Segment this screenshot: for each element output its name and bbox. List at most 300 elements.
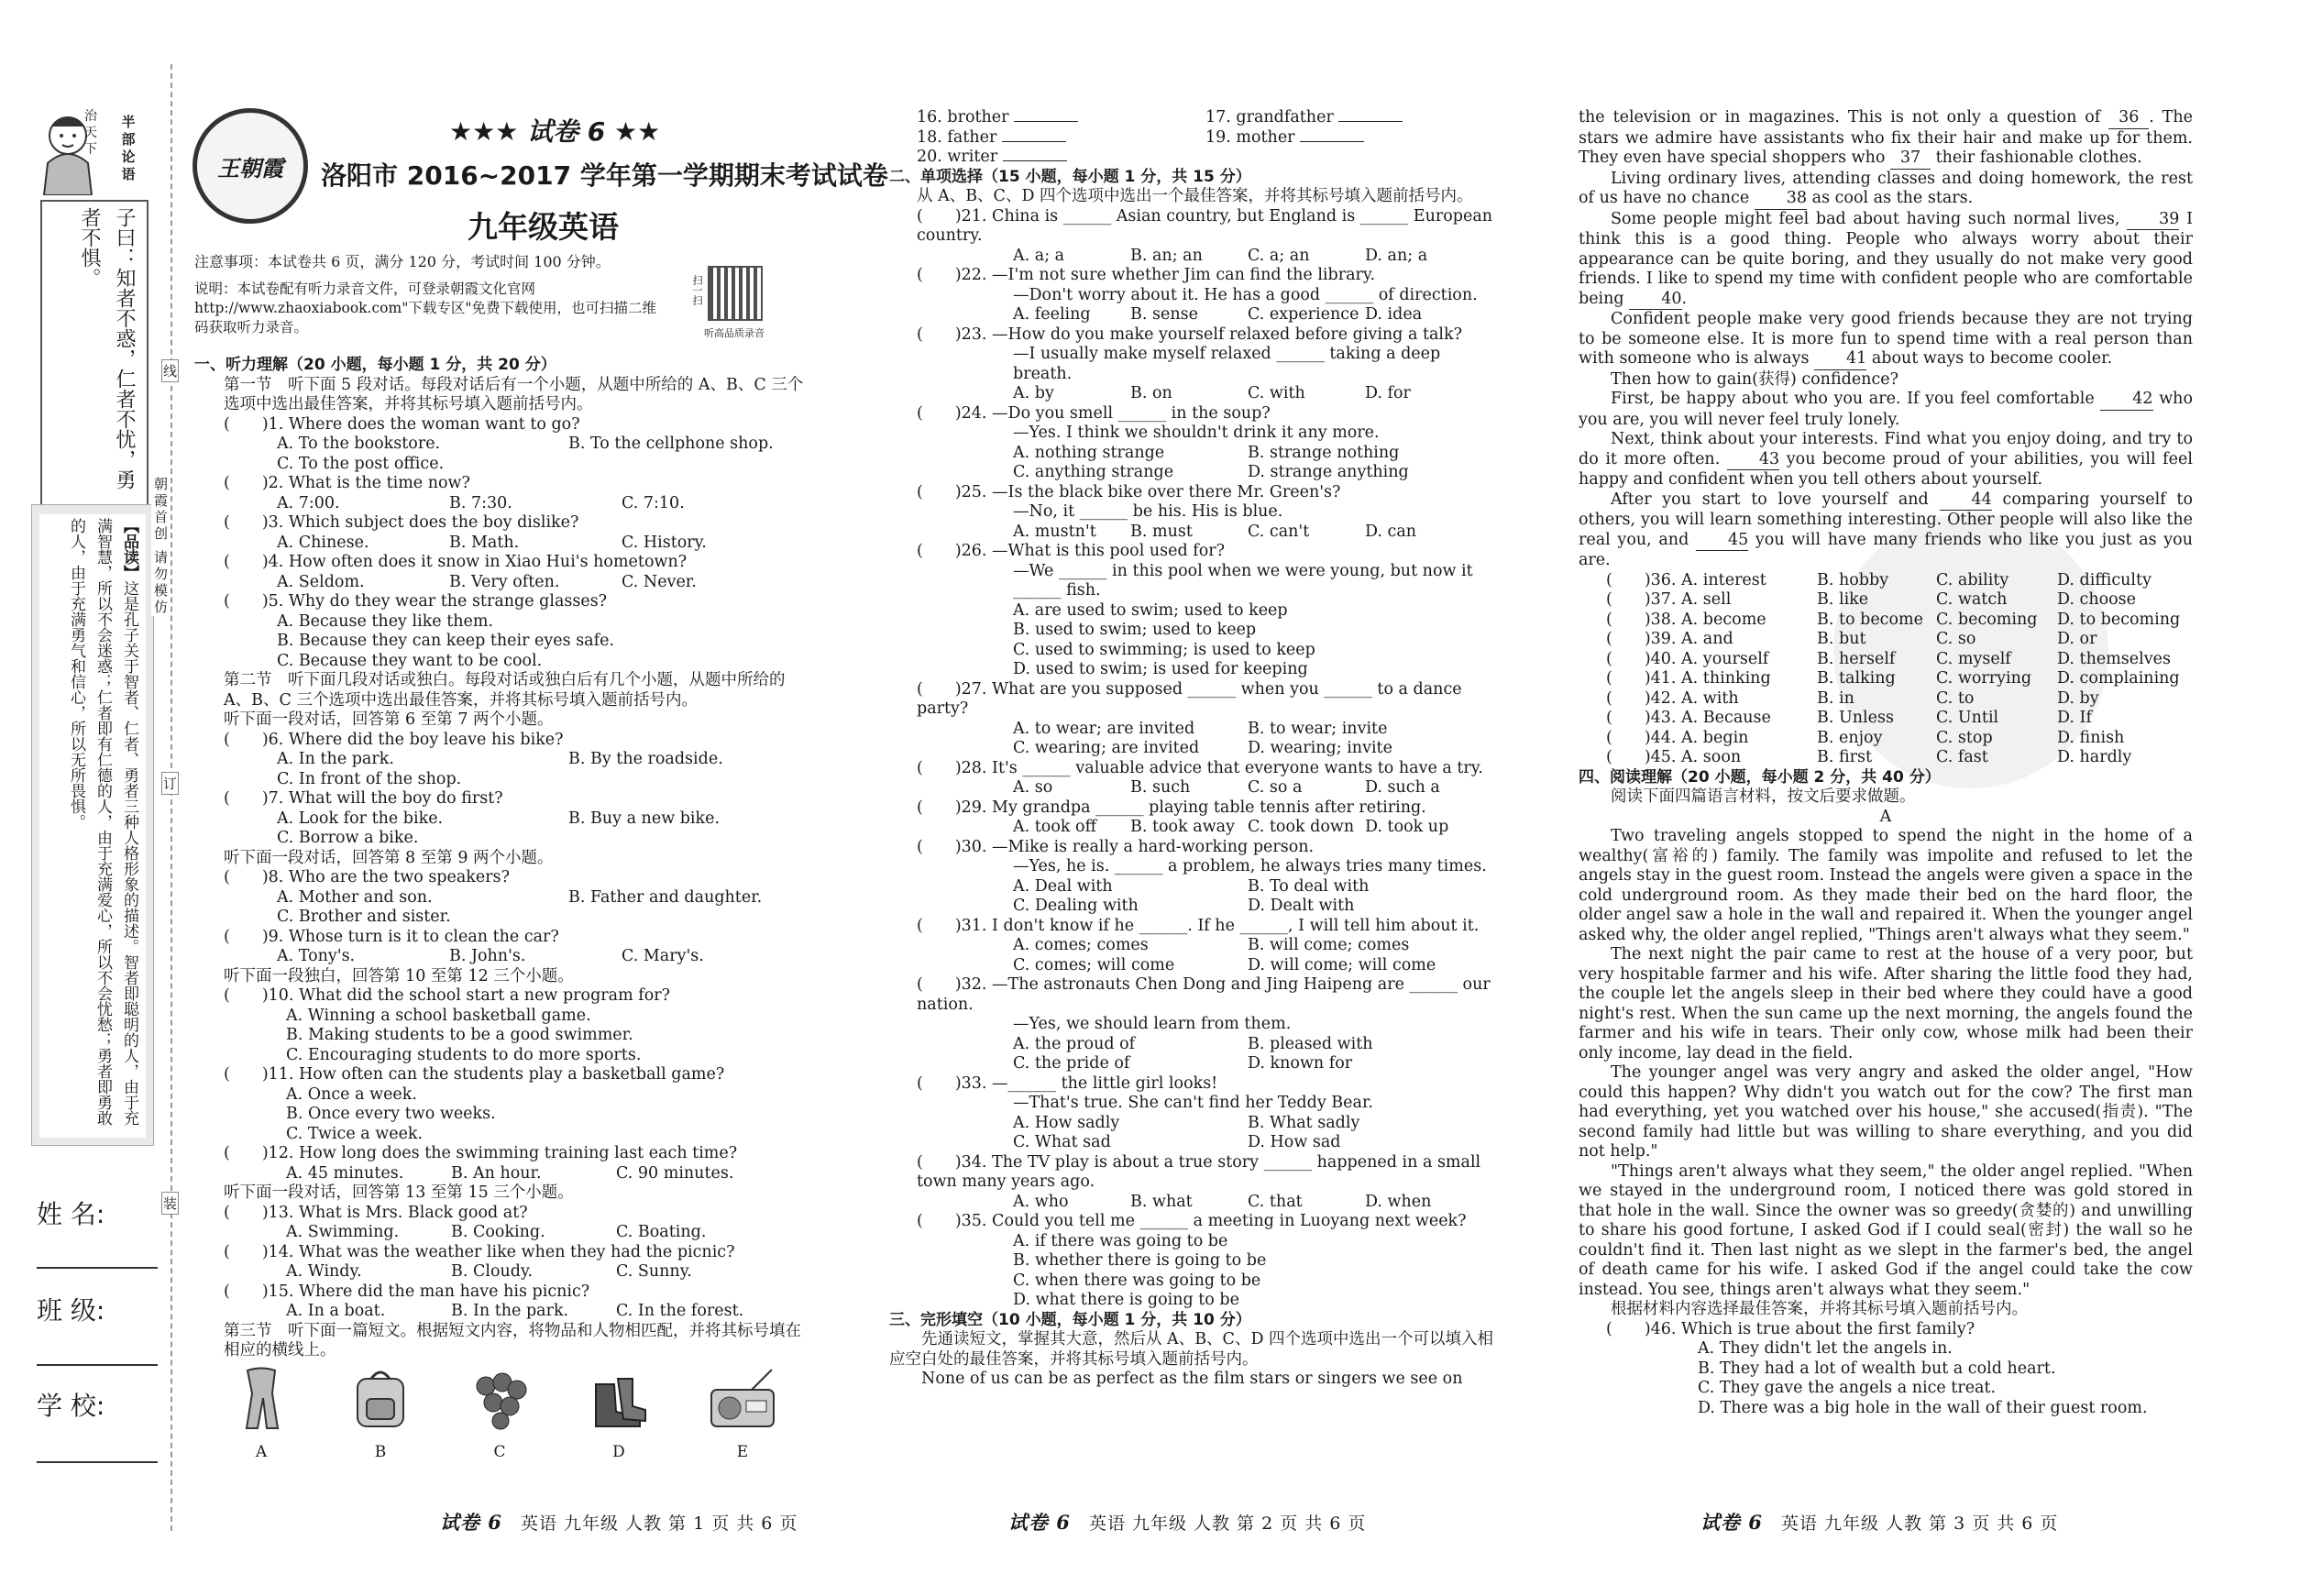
option[interactable]: A. Look for the bike. <box>277 809 444 828</box>
option[interactable]: B. what <box>1130 1192 1193 1211</box>
scarf-icon <box>234 1366 289 1430</box>
cloze-blank[interactable]: 43 <box>1727 450 1779 471</box>
answer-blank[interactable] <box>1338 121 1403 122</box>
label-char: 下 <box>84 142 97 157</box>
option[interactable]: B. but <box>1817 630 1866 648</box>
cloze-blank[interactable]: 39 <box>2127 210 2179 231</box>
option[interactable]: B. They had a lot of wealth but a cold heart. <box>1698 1359 2056 1378</box>
option[interactable]: ( )40. A. yourself <box>1606 649 1769 668</box>
option[interactable]: B. Very often. <box>449 572 560 591</box>
answer-blank[interactable] <box>1002 141 1066 142</box>
option[interactable]: C. 7:10. <box>622 493 685 512</box>
question[interactable]: ( )33. —______ the little girl looks! <box>917 1073 1218 1093</box>
option[interactable]: ( )45. A. soon <box>1606 748 1742 766</box>
question[interactable]: ( )13. What is Mrs. Black good at? <box>224 1203 528 1222</box>
options-row <box>194 435 809 455</box>
question[interactable]: ( )29. My grandpa ______ playing table tennis after retiring. <box>917 798 1426 817</box>
cloze-options-row <box>1579 709 2193 729</box>
passage-span: Confident people make very good friends because they are not trying to be someone else. It is more fun to spend time with a real person than with someone who is always <box>1579 310 2193 368</box>
option[interactable]: D. for <box>1365 384 1411 402</box>
options-row <box>917 384 1503 404</box>
cloze-blank[interactable]: 44 <box>1940 490 1992 512</box>
option[interactable]: C. They gave the angels a nice treat. <box>1698 1379 1997 1397</box>
option[interactable]: C. can't <box>1248 522 1310 541</box>
options-row <box>194 534 809 554</box>
option[interactable]: C. 90 minutes. <box>616 1163 734 1183</box>
option[interactable]: C. to <box>1936 688 1975 708</box>
passage-text: The next night the pair came to rest at the house of a very poor, but very hospitable farmer and his wife. After sharing the little food they had, the couple let the angels sleep in their bed where they could have a good night's rest. When the sun came up the next morning, the angels found the farmer and his wife in tears. Their only cow, whose milk had been their only income, lay dead in the field. <box>1579 945 2193 1062</box>
paper-number-text: 试卷 6 <box>527 116 606 147</box>
option[interactable]: B. Making students to be a good swimmer. <box>286 1026 633 1044</box>
option[interactable]: D. such a <box>1365 778 1440 797</box>
option[interactable]: ( )41. A. thinking <box>1606 669 1771 688</box>
options-row <box>917 1133 1503 1153</box>
option[interactable]: C. In the forest. <box>616 1302 744 1320</box>
option[interactable]: C. worrying <box>1936 669 2032 688</box>
option[interactable]: C. Encouraging students to do more sports. <box>286 1045 642 1064</box>
option[interactable]: B. herself <box>1817 649 1896 668</box>
backpack-icon <box>348 1366 413 1430</box>
option[interactable]: C. experience <box>1248 305 1359 324</box>
option[interactable]: C. ability <box>1936 570 2009 589</box>
option[interactable]: A. 7:00. <box>277 493 340 512</box>
options-row <box>917 877 1503 897</box>
option[interactable]: D. used to swim; is used for keeping <box>1013 660 1308 678</box>
option[interactable]: C. Mary's. <box>622 947 704 965</box>
question[interactable]: ( )24. —Do you smell ______ in the soup? <box>917 403 1271 423</box>
options-row <box>194 947 809 967</box>
option[interactable]: D. or <box>2057 630 2097 648</box>
option[interactable]: D. when <box>1365 1192 1432 1211</box>
name-field-line[interactable] <box>37 1267 158 1269</box>
passage-text <box>1579 490 2193 571</box>
instruction-text: 听下面一段对话，回答第 6 至第 7 两个小题。 <box>224 710 554 729</box>
option[interactable]: C. the pride of <box>1013 1054 1130 1073</box>
section-heading: 一、听力理解（20 小题，每小题 1 分，共 20 分） <box>194 356 556 374</box>
option[interactable]: A. Deal with <box>1013 876 1113 896</box>
option[interactable]: D. idea <box>1365 305 1423 324</box>
copyright-vertical: 朝霞首创 请勿模仿 <box>152 477 169 616</box>
section-heading: 二、单项选择（15 小题，每小题 1 分，共 15 分） <box>889 167 1251 186</box>
option[interactable]: A. In a boat. <box>286 1302 386 1320</box>
label-char: 部 <box>121 131 136 148</box>
option[interactable]: B. must <box>1130 522 1193 541</box>
option[interactable]: C. becoming <box>1936 610 2038 629</box>
option[interactable]: D. If <box>2057 709 2092 727</box>
option[interactable]: A. Mother and son. <box>277 887 433 907</box>
picture-scarf <box>234 1366 289 1461</box>
option[interactable]: D. hardly <box>2057 748 2132 766</box>
option[interactable]: ( )38. A. become <box>1606 610 1766 629</box>
option[interactable]: D. complaining <box>2057 669 2180 688</box>
passage-span: comparing yourself to others, you will learn something interesting. Other people will also like the real you, and <box>1579 490 2194 549</box>
qr-caption: 听高品质录音 <box>704 327 765 339</box>
option[interactable]: C. What sad <box>1013 1133 1111 1151</box>
option[interactable]: B. strange nothing <box>1248 443 1400 462</box>
option[interactable]: A. Windy. <box>286 1262 362 1281</box>
options-row <box>194 1302 809 1322</box>
option[interactable]: A. Because they like them. <box>277 611 494 631</box>
option[interactable]: D. known for <box>1248 1054 1353 1073</box>
page-3-column <box>1579 108 2193 1418</box>
option[interactable]: D. can <box>1365 522 1417 541</box>
options-row <box>917 1035 1503 1055</box>
option[interactable]: A. are used to swim; used to keep <box>1013 600 1288 620</box>
option[interactable]: C. myself <box>1936 649 2011 668</box>
option[interactable]: A. To the bookstore. <box>277 435 441 453</box>
option[interactable]: C. Brother and sister. <box>277 908 451 926</box>
question[interactable]: ( )3. Which subject does the boy dislike? <box>224 513 579 532</box>
cloze-options-row <box>1579 611 2193 631</box>
option[interactable]: B. hobby <box>1817 570 1889 589</box>
match-item: 18. father <box>917 127 997 147</box>
name-field-label: 姓 名: <box>37 1199 105 1229</box>
option[interactable]: B. enjoy <box>1817 728 1883 747</box>
option[interactable]: D. by <box>2057 688 2099 708</box>
option[interactable]: A. if there was going to be <box>1013 1231 1228 1250</box>
passage-span: as cool as the stars. <box>1811 189 1974 207</box>
option[interactable]: A. nothing strange <box>1013 443 1165 462</box>
option[interactable]: D. strange anything <box>1248 463 1409 481</box>
option[interactable]: D. will come; will come <box>1248 955 1436 974</box>
question[interactable]: ( )26. —What is this pool used for? <box>917 542 1225 560</box>
boots-icon <box>587 1366 651 1430</box>
question[interactable]: ( )6. Where did the boy leave his bike? <box>224 730 564 749</box>
question[interactable]: ( )35. Could you tell me ______ a meeting in Luoyang next week? <box>917 1212 1467 1230</box>
options-row <box>917 1054 1503 1074</box>
option[interactable]: B. to wear; invite <box>1248 719 1388 738</box>
exam-instruction: 说明：本试卷配有听力录音文件，可登录朝霞文化官网 http://www.zhaoxiabook.com"下载专区"免费下载使用，也可扫描二维码获取听力录音。 <box>194 281 656 336</box>
option[interactable]: A. 45 minutes. <box>286 1163 404 1183</box>
class-field-line[interactable] <box>37 1364 158 1366</box>
option[interactable]: D. wearing; invite <box>1248 739 1392 757</box>
label-char: 语 <box>121 166 136 182</box>
option[interactable]: D. what there is going to be <box>1013 1291 1239 1309</box>
option[interactable]: C. Borrow a bike. <box>277 829 419 847</box>
option[interactable]: C. with <box>1248 384 1305 402</box>
options-row <box>194 573 809 593</box>
qr-code-icon[interactable] <box>708 266 763 321</box>
option[interactable]: A. mustn't <box>1013 522 1096 541</box>
options-row <box>194 494 809 514</box>
option[interactable]: C. fast <box>1936 748 1988 766</box>
matching-row <box>917 148 1503 168</box>
option[interactable]: C. that <box>1248 1192 1303 1211</box>
option[interactable]: A. Chinese. <box>277 533 369 552</box>
question[interactable]: ( )2. What is the time now? <box>224 474 470 492</box>
question-line: —Yes, we should learn from them. <box>1013 1015 1292 1033</box>
cloze-blank[interactable]: 37 <box>1890 149 1931 170</box>
picture-grapes <box>468 1366 532 1461</box>
option[interactable]: C. so a <box>1248 778 1303 797</box>
pindu-title: 【品读】 <box>120 518 138 580</box>
passage-text: Some people might feel bad about having such normal lives, 39 I think this is a good thing. People who always worry about their appearance can be quite boring, and they usually do not make very good friends. I like to spend my time with confident people who are comfortable being 40. <box>1579 210 2193 311</box>
page-2-column <box>889 108 1503 1390</box>
option[interactable]: A. who <box>1013 1192 1069 1211</box>
page-2-footer <box>1008 1508 1366 1535</box>
label-char: 天 <box>84 126 97 140</box>
passage-text: "Things aren't always what they seem," the older angel replied. "When we stayed in the underground room, I noticed there was gold stored in that hole in the wall. Since the owner was so greedy(贪婪的) and unwilling to share his good fortune, I asked God if I could seal(密封) the wall so he couldn't find it. Then last night as we slept in the farmer's bed, the angel of death came for his wife. I asked God if the angel could take the cow instead. You see, things aren't always what they seem." <box>1579 1161 2193 1299</box>
passage-span: their fashionable clothes. <box>1935 149 2142 167</box>
option[interactable]: B. Cooking. <box>451 1223 545 1241</box>
passage-text <box>1579 390 2193 430</box>
option[interactable]: ( )37. A. sell <box>1606 590 1732 609</box>
question[interactable]: ( )5. Why do they wear the strange glasses? <box>224 592 608 611</box>
option[interactable]: B. In the park. <box>451 1302 569 1320</box>
passage-span: you will have many friends who like you just as you are. <box>1579 530 2193 569</box>
question[interactable]: ( )8. Who are the two speakers? <box>224 868 510 886</box>
footer-paper: 试卷 6 <box>1700 1511 1763 1534</box>
footer-text: 英语 九年级 人教 第 2 页 共 6 页 <box>1088 1513 1367 1534</box>
options-row <box>917 247 1503 267</box>
option[interactable]: B. An hour. <box>451 1163 542 1183</box>
match-item: 17. grandfather <box>1205 108 1334 127</box>
question[interactable]: ( )9. Whose turn is it to clean the car? <box>224 927 559 946</box>
option[interactable]: B. pleased with <box>1248 1034 1373 1053</box>
option[interactable]: B. John's. <box>449 947 526 965</box>
instruction-text: 听下面一段独白，回答第 10 至第 12 三个小题。 <box>224 966 574 985</box>
option[interactable]: A. Once a week. <box>286 1084 417 1104</box>
option[interactable]: B. first <box>1817 748 1873 766</box>
question[interactable]: ( )32. —The astronauts Chen Dong and Jing Haipeng are ______ our nation. <box>917 975 1491 1014</box>
option[interactable]: C. To the post office. <box>277 454 445 473</box>
instruction-text: 从 A、B、C、D 四个选项中选出一个最佳答案，并将其标号填入题前括号内。 <box>917 187 1473 205</box>
option[interactable]: D. an; a <box>1365 246 1428 265</box>
passage-text <box>1579 170 2193 210</box>
option[interactable]: A. How sadly <box>1013 1113 1120 1132</box>
school-field-line[interactable] <box>37 1461 158 1463</box>
passage-text: Then how to gain(获得) confidence? <box>1611 369 1898 389</box>
options-row <box>194 1262 809 1282</box>
instruction-text: 第一节 听下面 5 段对话。每段对话后有一个小题，从题中所给的 A、B、C 三个选项中选出最佳答案，并将其标号填入题前括号内。 <box>224 375 804 413</box>
option[interactable]: ( )43. A. Because <box>1606 709 1771 727</box>
option[interactable]: C. Dealing with <box>1013 897 1139 915</box>
option[interactable]: A. took off <box>1013 818 1097 836</box>
passage-span: who you are, you will never feel truly lonely. <box>1579 390 2193 429</box>
option[interactable]: B. To deal with <box>1248 876 1370 896</box>
option[interactable]: D. themselves <box>2057 649 2171 668</box>
option[interactable]: B. such <box>1130 778 1191 797</box>
option[interactable]: B. Unless <box>1817 709 1894 727</box>
matching-row <box>917 128 1503 149</box>
option[interactable]: C. anything strange <box>1013 463 1174 481</box>
section-heading: 四、阅读理解（20 小题，每小题 2 分，共 40 分） <box>1579 767 1941 787</box>
question[interactable]: ( )11. How often can the students play a basketball game? <box>224 1065 725 1084</box>
page-1-column <box>194 356 809 1361</box>
question[interactable]: ( )10. What did the school start a new program for? <box>224 986 671 1005</box>
cloze-options-row <box>1579 729 2193 749</box>
option[interactable]: B. whether there is going to be <box>1013 1251 1267 1270</box>
option[interactable]: C. Never. <box>622 572 697 591</box>
option[interactable]: A. to wear; are invited <box>1013 719 1195 738</box>
option[interactable]: ( )44. A. begin <box>1606 728 1749 747</box>
option[interactable]: ( )39. A. and <box>1606 630 1733 648</box>
option[interactable]: D. There was a big hole in the wall of their guest room. <box>1698 1398 2148 1417</box>
option[interactable]: D. to becoming <box>2057 610 2181 629</box>
option[interactable]: D. difficulty <box>2057 570 2151 589</box>
question-line: —We ______ in this pool when we were young, but now it ______ fish. <box>1013 561 1473 600</box>
exam-subject: 九年级英语 <box>468 209 619 245</box>
option[interactable]: C. Boating. <box>616 1223 707 1241</box>
cloze-blank[interactable]: 42 <box>2100 390 2152 411</box>
cloze-blank[interactable]: 45 <box>1696 531 1748 552</box>
question[interactable]: ( )7. What will the boy do first? <box>224 789 503 808</box>
option[interactable]: C. stop <box>1936 728 1993 747</box>
option[interactable]: B. an; an <box>1130 246 1203 265</box>
cloze-blank[interactable]: 38 <box>1755 189 1807 210</box>
option[interactable]: B. like <box>1817 590 1869 609</box>
matching-row <box>917 108 1503 128</box>
option[interactable]: D. How sad <box>1248 1133 1341 1151</box>
option[interactable]: C. so <box>1936 630 1976 648</box>
match-item: 20. writer <box>917 148 998 166</box>
option[interactable]: B. took away <box>1130 818 1235 836</box>
answer-blank[interactable] <box>1003 160 1067 161</box>
question[interactable]: ( )14. What was the weather like when they had the picnic? <box>224 1242 735 1261</box>
question[interactable]: ( )31. I don't know if he ______. If he ______, I will tell him about it. <box>917 916 1480 935</box>
option[interactable]: D. Dealt with <box>1248 897 1355 915</box>
question[interactable]: ( )34. The TV play is about a true story ______ happened in a small town many years ago. <box>917 1152 1481 1191</box>
option[interactable]: C. when there was going to be <box>1013 1271 1261 1290</box>
option[interactable]: C. Because they want to be cool. <box>277 651 543 670</box>
picture-label: E <box>736 1443 749 1461</box>
cloze-options-row <box>1579 689 2193 710</box>
option[interactable]: B. What sadly <box>1248 1113 1360 1132</box>
label-char: 论 <box>121 149 136 165</box>
question[interactable]: ( )1. Where does the woman want to go? <box>224 414 580 434</box>
option[interactable]: A. In the park. <box>277 750 394 768</box>
options-row <box>917 305 1503 325</box>
option[interactable]: B. 7:30. <box>449 493 512 512</box>
option[interactable]: B. used to swim; used to keep <box>1013 621 1257 639</box>
option[interactable]: C. used to swimming; is used to keep <box>1013 640 1315 659</box>
passage-span: the television or in magazines. This is not only a question of <box>1579 108 2101 127</box>
question[interactable]: ( )27. What are you supposed ______ when you ______ to a dance party? <box>917 679 1462 718</box>
option[interactable]: C. wearing; are invited <box>1013 739 1200 757</box>
option[interactable]: C. History. <box>622 533 707 552</box>
passage-span: After you start to love yourself and <box>1611 490 1929 509</box>
options-row <box>917 956 1503 976</box>
option[interactable]: B. Because they can keep their eyes safe. <box>277 632 615 650</box>
question[interactable]: ( )25. —Is the black bike over there Mr. Green's? <box>917 482 1341 501</box>
margin-label-zhuang: 装 <box>161 1192 179 1215</box>
option[interactable]: B. Buy a new bike. <box>568 809 721 828</box>
exam-title: 洛阳市 2016~2017 学年第一学期期末考试试卷 <box>321 160 888 191</box>
option[interactable]: A. so <box>1013 778 1053 797</box>
option[interactable]: C. Twice a week. <box>286 1124 424 1143</box>
options-row <box>917 739 1503 759</box>
question[interactable]: ( )28. It's ______ valuable advice that everyone wants to have a try. <box>917 758 1483 777</box>
option[interactable]: C. watch <box>1936 590 2008 609</box>
instruction-text: 第三节 听下面一篇短文。根据短文内容，将物品和人物相匹配，并将其标号填在相应的横线上。 <box>224 1321 801 1359</box>
option[interactable]: B. in <box>1817 688 1854 708</box>
option[interactable]: B. will come; comes <box>1248 936 1410 954</box>
option[interactable]: B. Math. <box>449 533 520 552</box>
option[interactable]: A. comes; comes <box>1013 936 1149 954</box>
passage-span: I think this is a good thing. People who always worry about their appearance can be quite boring, and they usually do not make very good friends. I like to spend my time with confident people who are comfortable being <box>1579 209 2193 308</box>
option[interactable]: B. By the roadside. <box>568 750 723 768</box>
option[interactable]: A. a; a <box>1013 246 1065 265</box>
option[interactable]: C. Sunny. <box>616 1262 692 1281</box>
option[interactable]: B. on <box>1130 384 1172 402</box>
option[interactable]: D. took up <box>1365 818 1449 836</box>
passage-text <box>1579 430 2193 490</box>
match-item: 16. brother <box>917 108 1009 127</box>
question[interactable]: ( )15. Where did the man have his picnic? <box>224 1282 590 1301</box>
option[interactable]: B. sense <box>1130 305 1198 324</box>
question[interactable]: ( )23. —How do you make yourself relaxed before giving a talk? <box>917 325 1462 344</box>
cloze-blank[interactable]: 41 <box>1814 349 1866 370</box>
option[interactable]: ( )36. A. interest <box>1606 570 1766 589</box>
option[interactable]: B. Father and daughter. <box>568 887 763 907</box>
option[interactable]: A. Winning a school basketball game. <box>286 1006 591 1025</box>
option[interactable]: B. talking <box>1817 669 1896 688</box>
option[interactable]: C. took down <box>1248 818 1355 836</box>
option[interactable]: A. feeling <box>1013 305 1091 324</box>
answer-blank[interactable] <box>1300 141 1364 142</box>
star-icon: ★★★ <box>449 116 519 147</box>
binding-sidebar <box>31 108 154 1135</box>
question[interactable]: ( )30. —Mike is really a hard-working person. <box>917 837 1315 856</box>
options-row <box>917 897 1503 917</box>
brand-logo <box>193 108 308 224</box>
cloze-blank[interactable]: 36 <box>2108 108 2149 129</box>
option[interactable]: A. by <box>1013 384 1054 402</box>
option[interactable]: A. Tony's. <box>277 947 356 965</box>
option[interactable]: C. comes; will come <box>1013 955 1175 974</box>
question-line: —Yes. I think we shouldn't drink it any more. <box>1013 424 1380 442</box>
option[interactable]: B. Cloudy. <box>451 1262 534 1281</box>
option[interactable]: C. In front of the shop. <box>277 769 462 788</box>
question[interactable]: ( )21. China is ______ Asian country, but England is ______ European country. <box>917 206 1493 245</box>
question[interactable]: ( )22. —I'm not sure whether Jim can find the library. <box>917 266 1376 284</box>
option[interactable]: A. Seldom. <box>277 572 365 591</box>
option[interactable]: C. a; an <box>1248 246 1310 265</box>
exam-notice: 注意事项：本试卷共 6 页，满分 120 分，考试时间 100 分钟。 <box>194 253 611 270</box>
instruction-text: 阅读下面四篇语言材料，按文后要求做题。 <box>1611 787 1916 806</box>
margin-label-ding: 订 <box>161 772 179 795</box>
option[interactable]: D. finish <box>2057 728 2125 747</box>
option[interactable]: B. Once every two weeks. <box>286 1105 496 1123</box>
matching-pictures <box>220 1366 788 1467</box>
option[interactable]: C. Until <box>1936 709 1999 727</box>
question[interactable]: ( )12. How long does the swimming training last each time? <box>224 1144 738 1162</box>
page-1-footer <box>440 1508 798 1535</box>
question[interactable]: ( )46. Which is true about the first family? <box>1606 1319 1975 1338</box>
option[interactable]: ( )42. A. with <box>1606 688 1739 708</box>
option[interactable]: A. Swimming. <box>286 1223 400 1241</box>
question[interactable]: ( )4. How often does it snow in Xiao Hui's hometown? <box>224 553 688 571</box>
option[interactable]: B. to become <box>1817 610 1923 629</box>
options-row <box>917 1193 1503 1213</box>
instruction-text: 听下面一段对话，回答第 13 至第 15 三个小题。 <box>224 1183 574 1202</box>
option[interactable]: A. They didn't let the angels in. <box>1698 1339 1953 1358</box>
option[interactable]: D. choose <box>2057 590 2137 609</box>
binding-cut-line <box>171 64 172 1531</box>
question-line: —Yes, he is. ______ a problem, he always tries many times. <box>1013 857 1487 875</box>
picture-label: B <box>374 1443 387 1461</box>
options-row <box>917 463 1503 483</box>
question-line: —Don't worry about it. He has a good ______ of direction. <box>1013 285 1478 304</box>
cloze-blank[interactable]: 40 <box>1629 290 1681 311</box>
options-row <box>194 750 809 770</box>
question-line: —No, it ______ be his. His is blue. <box>1013 502 1283 521</box>
match-item: 19. mother <box>1205 127 1295 147</box>
option[interactable]: B. To the cellphone shop. <box>568 435 774 453</box>
option[interactable]: A. the proud of <box>1013 1034 1136 1053</box>
answer-blank[interactable] <box>1014 121 1078 122</box>
passage-letter: A <box>1879 807 1892 826</box>
